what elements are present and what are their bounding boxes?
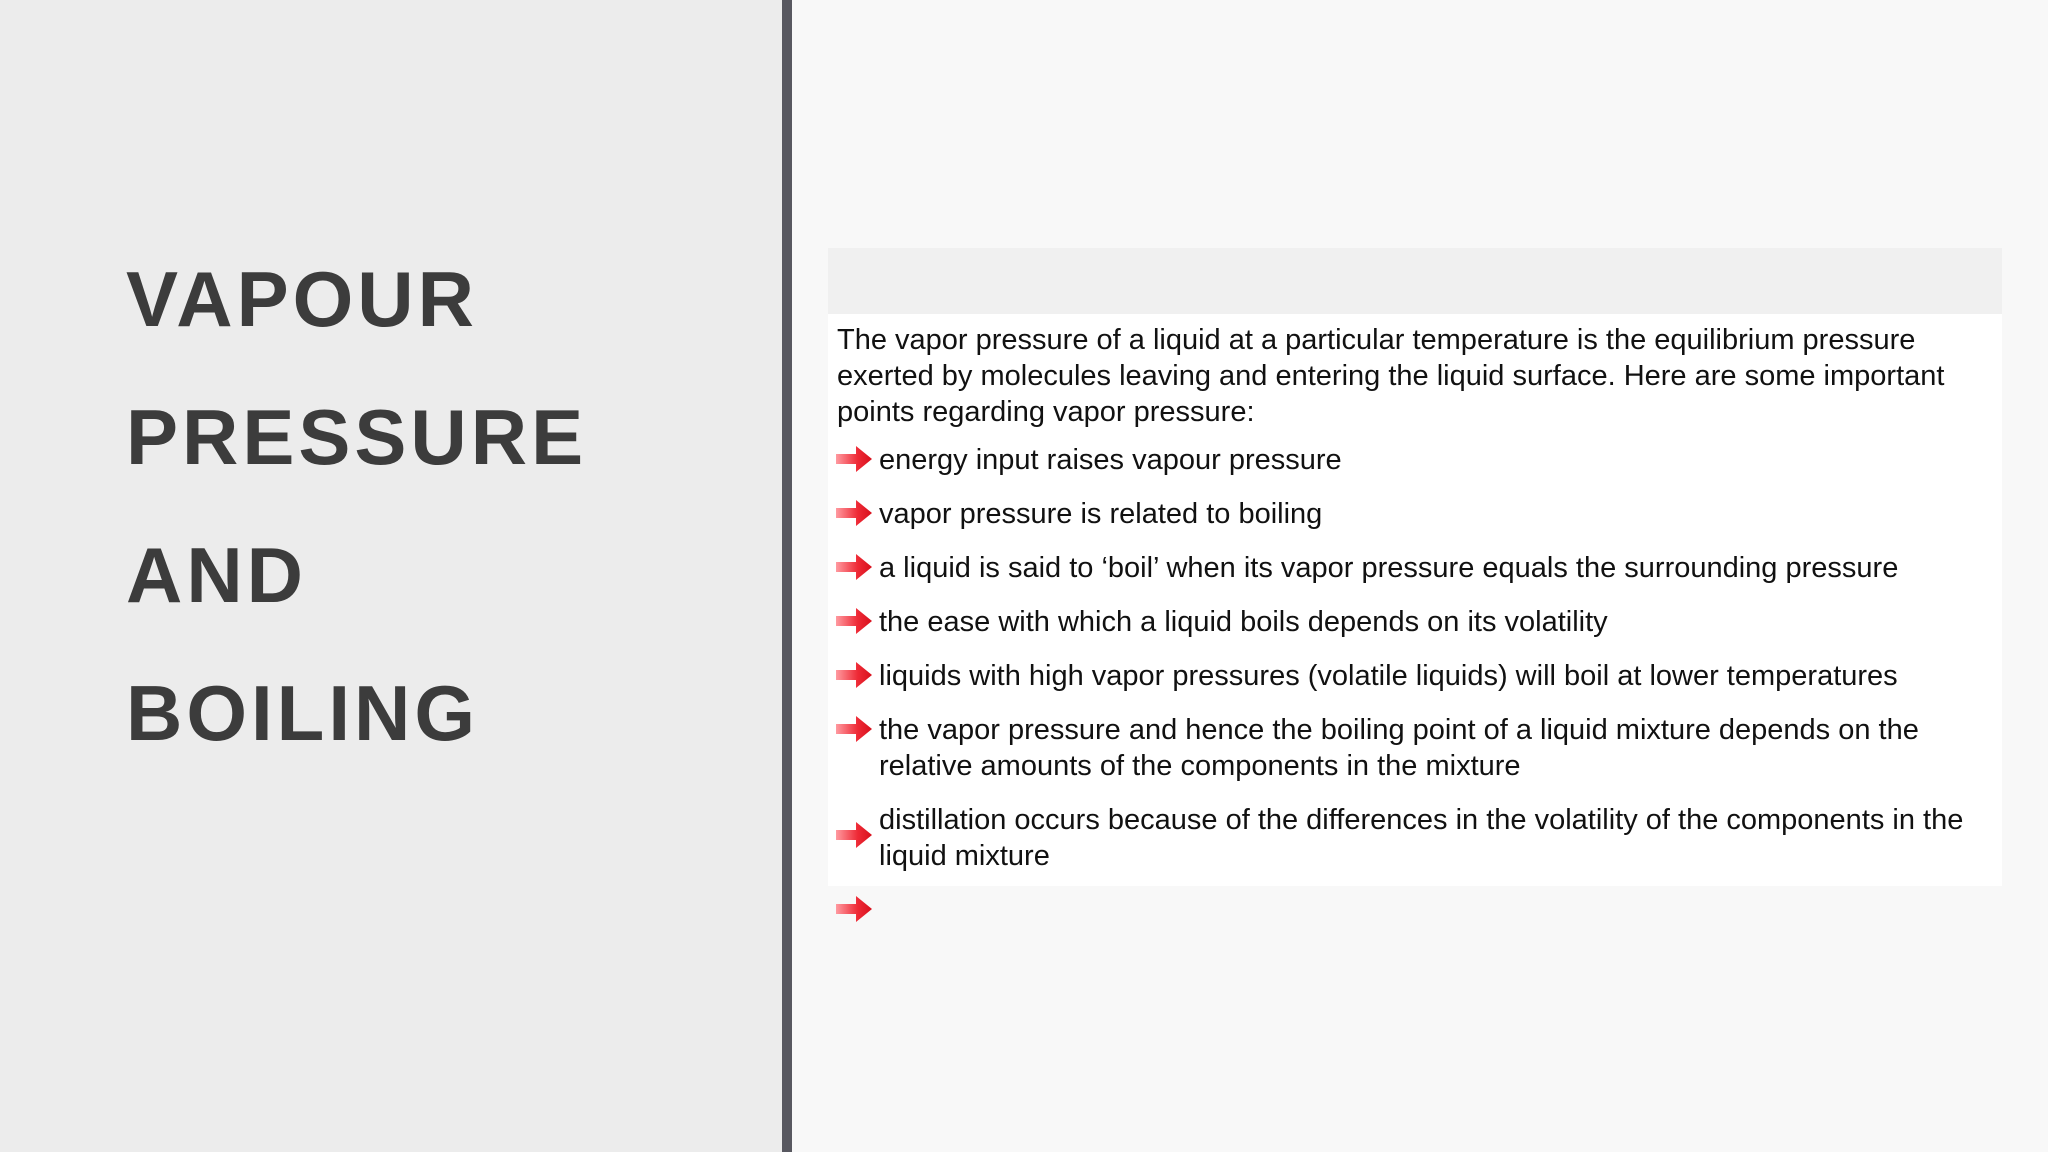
list-item (828, 496, 2002, 532)
red-arrow-icon (834, 894, 874, 924)
red-arrow-icon (834, 660, 874, 690)
title-line-2: PRESSURE (126, 393, 588, 481)
red-arrow-icon (834, 714, 874, 744)
bullet-text: a liquid is said to ‘boil’ when its vapor pressure equals the surrounding pressure (879, 552, 1899, 584)
list-item (828, 604, 2002, 640)
red-arrow-icon (834, 820, 874, 850)
bullet-text: liquids with high vapor pressures (volatile liquids) will boil at lower temperatures (879, 660, 1898, 692)
bullet-text: energy input raises vapour pressure (879, 444, 1342, 476)
title-line-3: AND (126, 531, 307, 619)
bullet-text: vapor pressure is related to boiling (879, 498, 1323, 530)
list-item (828, 658, 2002, 694)
content-header-bar (828, 248, 2002, 314)
list-item (828, 442, 2002, 478)
list-item (828, 892, 2002, 928)
list-item (828, 802, 2002, 874)
red-arrow-icon (834, 606, 874, 636)
bullet-text: distillation occurs because of the differences in the volatility of the components in the liquid mixture (879, 804, 1964, 872)
list-item (828, 712, 2002, 784)
title-line-1: VAPOUR (126, 255, 478, 343)
bullet-text: the vapor pressure and hence the boiling point of a liquid mixture depends on the relative amounts of the components in the mixture (879, 714, 1919, 782)
intro-paragraph: The vapor pressure of a liquid at a particular temperature is the equilibrium pressure exerted by molecules leaving and entering the liquid surface. Here are some important points regarding vapor pressure: (837, 324, 1945, 428)
red-arrow-icon (834, 498, 874, 528)
red-arrow-icon (834, 444, 874, 474)
red-arrow-icon (834, 552, 874, 582)
list-item (828, 550, 2002, 586)
vertical-divider (782, 0, 792, 1152)
slide-title (126, 230, 587, 782)
bullet-list (828, 442, 2002, 946)
title-line-4: BOILING (126, 669, 479, 757)
bullet-text: the ease with which a liquid boils depends on its volatility (879, 606, 1608, 638)
